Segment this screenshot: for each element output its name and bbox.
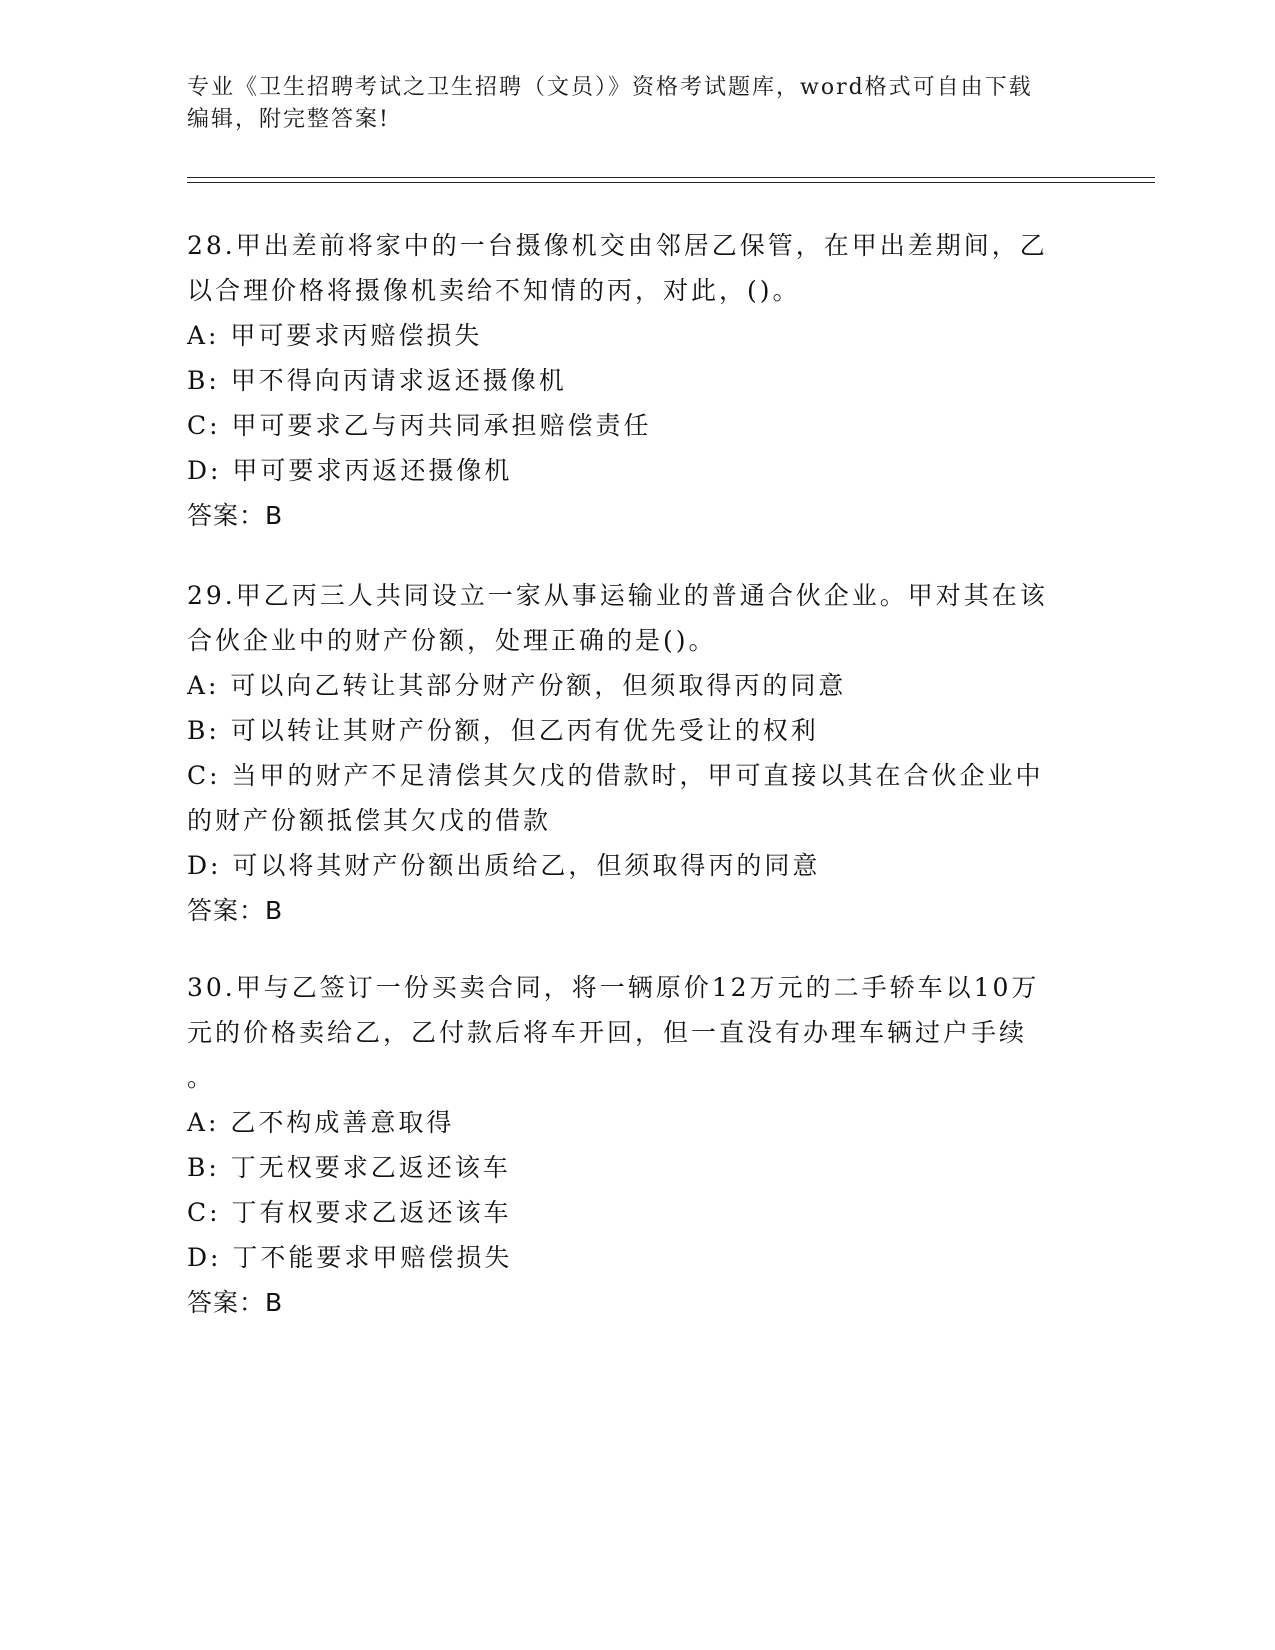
option-b: B: 甲不得向丙请求返还摄像机	[187, 366, 567, 395]
question-30	[187, 965, 1087, 1325]
option-c: C: 丁有权要求乙返还该车	[187, 1198, 512, 1227]
option-d: D: 甲可要求丙返还摄像机	[187, 456, 513, 485]
question-stem: 28.甲出差前将家中的一台摄像机交由邻居乙保管，在甲出差期间，乙	[187, 231, 1048, 260]
option-b: B: 可以转让其财产份额，但乙丙有优先受让的权利	[187, 716, 819, 745]
document-header	[187, 72, 1067, 136]
question-28	[187, 223, 1087, 538]
header-line-2: 编辑，附完整答案!	[187, 107, 390, 132]
option-a: A: 甲可要求丙赔偿损失	[187, 321, 483, 350]
option-a: A: 乙不构成善意取得	[187, 1108, 455, 1137]
option-a: A: 可以向乙转让其部分财产份额，但须取得丙的同意	[187, 671, 847, 700]
question-stem: 29.甲乙丙三人共同设立一家从事运输业的普通合伙企业。甲对其在该	[187, 581, 1048, 610]
option-c: C: 当甲的财产不足清偿其欠戊的借款时，甲可直接以其在合伙企业中	[187, 761, 1044, 790]
question-stem: 30.甲与乙签订一份买卖合同，将一辆原价12万元的二手轿车以10万	[187, 973, 1040, 1002]
answer: 答案：B	[187, 501, 284, 530]
answer: 答案：B	[187, 896, 284, 925]
option-b: B: 丁无权要求乙返还该车	[187, 1153, 511, 1182]
option-c: C: 甲可要求乙与丙共同承担赔偿责任	[187, 411, 652, 440]
option-c-continued: 的财产份额抵偿其欠戊的借款	[187, 806, 552, 835]
question-29	[187, 573, 1087, 933]
header-divider	[187, 177, 1155, 183]
question-stem: 合伙企业中的财产份额，处理正确的是()。	[187, 626, 717, 655]
question-stem: 以合理价格将摄像机卖给不知情的丙，对此，()。	[187, 276, 801, 305]
question-stem: 。	[187, 1063, 216, 1092]
option-d: D: 可以将其财产份额出质给乙，但须取得丙的同意	[187, 851, 821, 880]
option-d: D: 丁不能要求甲赔偿损失	[187, 1243, 513, 1272]
answer: 答案：B	[187, 1288, 284, 1317]
header-line-1: 专业《卫生招聘考试之卫生招聘（文员）》资格考试题库，word格式可自由下载	[187, 75, 1033, 100]
question-stem: 元的价格卖给乙，乙付款后将车开回，但一直没有办理车辆过户手续	[187, 1018, 1028, 1047]
